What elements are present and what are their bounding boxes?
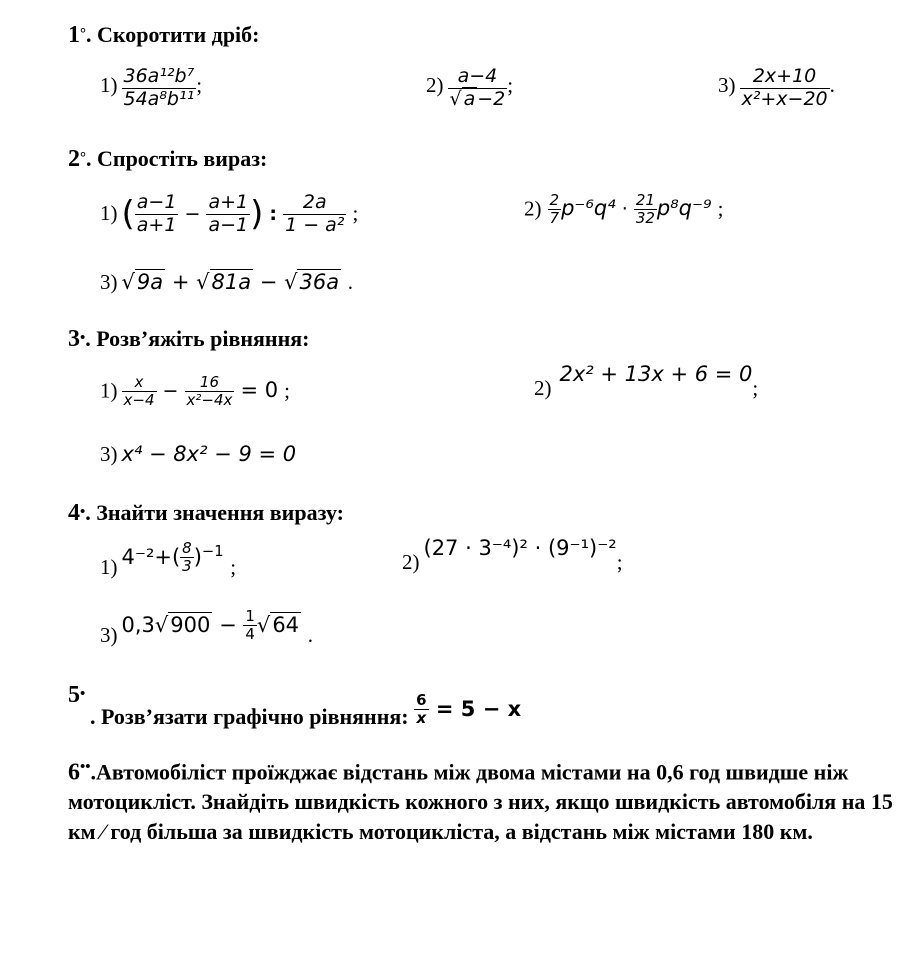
numerator: 2 [549,191,560,209]
task2-item-1 [100,192,358,237]
task5-title: . Розв’язати графічно рівняння: [90,703,409,729]
item-end: ; [507,73,514,98]
numerator: 6 [416,691,427,709]
item-label: 3) [718,73,736,98]
radicand: 9a [136,270,164,294]
plus-sign: + [171,270,190,294]
item-label: 1) [100,378,118,403]
item-end: ; [717,196,724,221]
denominator: 3 [182,557,192,576]
task1-item-2 [426,66,513,111]
minus-sign: − [219,612,237,637]
fraction [180,540,194,576]
task1-marker: ° [80,26,86,42]
exponent: −1 [201,542,224,560]
minus-sign: − [184,202,201,225]
task4-item-2 [402,536,623,575]
numerator: a−1 [136,191,177,213]
task3-marker: • [80,330,86,346]
task6-marker: •• [80,759,91,775]
item-end: ; [230,554,237,579]
item-label: 3) [100,622,118,647]
task1-number: 1 [68,22,80,48]
task2-title: . Спростіть вираз: [86,146,268,171]
task6-block [68,752,898,847]
item-label: 3) [100,442,118,466]
radicand: 81a [211,270,252,294]
task5-marker: • [80,686,86,702]
task1-item-1 [100,66,202,111]
numerator: a−4 [457,65,498,87]
denominator: x²+x−20 [741,87,828,110]
item-label: 2) [402,550,420,574]
task1-heading [68,22,260,49]
item-label: 2) [524,196,542,221]
task2-heading [68,146,267,173]
task5-number-line [68,682,85,709]
denominator: √ a −2 [449,87,506,110]
task2-marker: ° [80,150,86,166]
item-end: ; [196,73,203,98]
task3-item-2 [534,362,759,401]
denominator-rest: −2 [477,87,506,110]
task5-heading [90,691,522,736]
denominator: 7 [549,209,560,228]
numerator: 2x+10 [752,65,817,87]
item-label: 1) [100,200,118,225]
expression: (27 · 3⁻⁴)² · (9⁻¹)⁻² [423,536,617,560]
task3-number: 3 [68,326,80,352]
denominator: a−1 [208,213,249,236]
denominator: x²−4x [186,391,233,410]
term: p⁸q⁻⁹ [656,196,712,221]
task6-text: .Автомобіліст проїжджає відстань між двома містами на 0,6 год швидше ніж мотоцикліст. Знайдіть швидкість кожного з них, якщо швидкість автомобіля на 15 км ⁄ год більша за швидкість мотоцикліста, а відстань між містами 180 км. [68,759,893,845]
fraction [243,608,257,644]
item-label: 1) [100,554,118,579]
equation-rest: = 0 [240,378,279,403]
fraction [414,692,428,728]
item-end: ; [752,376,759,400]
right-paren: ) [250,194,264,235]
task4-title: . Знайти значення виразу: [85,500,344,525]
radicand: 64 [272,612,300,637]
multiply-sign: · [621,198,628,221]
equation: x⁴ − 8x² − 9 = 0 [121,442,297,466]
task3-heading [68,326,310,353]
denominator: 4 [245,625,255,644]
item-end: ; [352,200,359,225]
item-end: . [829,73,835,98]
item-label: 2) [426,73,444,98]
equation-rest: = 5 − x [435,696,522,721]
minus-sign: − [259,270,278,294]
item-label: 2) [534,376,552,400]
fraction [122,374,157,410]
equation: 2x² + 13x + 6 = 0 [559,362,753,386]
radicand: 36a [299,270,340,294]
numerator: 1 [245,607,255,625]
numerator: a+1 [208,191,249,213]
item-end: . [347,270,353,294]
numerator: 36a¹²b⁷ [123,65,195,87]
left-paren: ( [121,194,135,235]
power-term: 4⁻²+ [121,544,172,569]
fraction [740,66,830,111]
task6-number: 6 [68,759,80,786]
denominator: a+1 [136,213,177,236]
task2-item-3: 3) √9a + √81a − √36a . [100,270,353,294]
radicand: a [463,87,476,110]
denominator: 54a⁸b¹¹ [123,87,195,110]
fraction [206,192,250,237]
item-label: 1) [100,73,118,98]
numerator: 2a [302,191,327,213]
task5-number: 5 [68,682,80,708]
task4-heading [68,500,344,527]
fraction [122,66,197,111]
task4-item-3: 3) 0,3√900 − $\frac{1}{4}$ √64 . [100,607,313,647]
numerator: 16 [199,373,219,391]
fraction [283,192,346,237]
numerator: x [134,373,144,391]
fraction [185,374,235,410]
denominator: x−4 [123,391,155,410]
fraction [135,192,179,237]
task3-title: . Розв’яжіть рівняння: [85,326,310,351]
coefficient: 0,3 [121,612,155,637]
numerator: 21 [635,191,655,209]
task3-item-1 [100,374,290,410]
item-end: ; [616,550,623,574]
task1-title: . Скоротити дріб: [86,22,260,47]
denominator: 32 [635,209,655,228]
task4-item-1: 1) 4⁻²+( $\frac{8}{3}$ )$^{-1}$ ; [100,539,237,579]
item-label: 3) [100,270,118,294]
numerator: 8 [182,539,192,557]
division-sign: : [269,202,278,225]
task2-item-2 [524,192,723,228]
task2-number: 2 [68,146,80,172]
denominator: x [414,709,428,727]
task4-marker: • [80,504,86,520]
item-end: ; [284,378,290,403]
term: p⁻⁶q⁴ [561,196,616,221]
task1-item-3 [718,66,835,111]
denominator: 1 − a² [285,213,345,236]
task3-item-3 [100,442,296,467]
fraction [448,66,508,111]
fraction [548,192,562,228]
task4-number: 4 [68,500,80,526]
fraction [634,192,657,228]
minus-sign: − [162,380,179,403]
radicand: 900 [170,612,211,637]
item-end: . [307,622,313,647]
